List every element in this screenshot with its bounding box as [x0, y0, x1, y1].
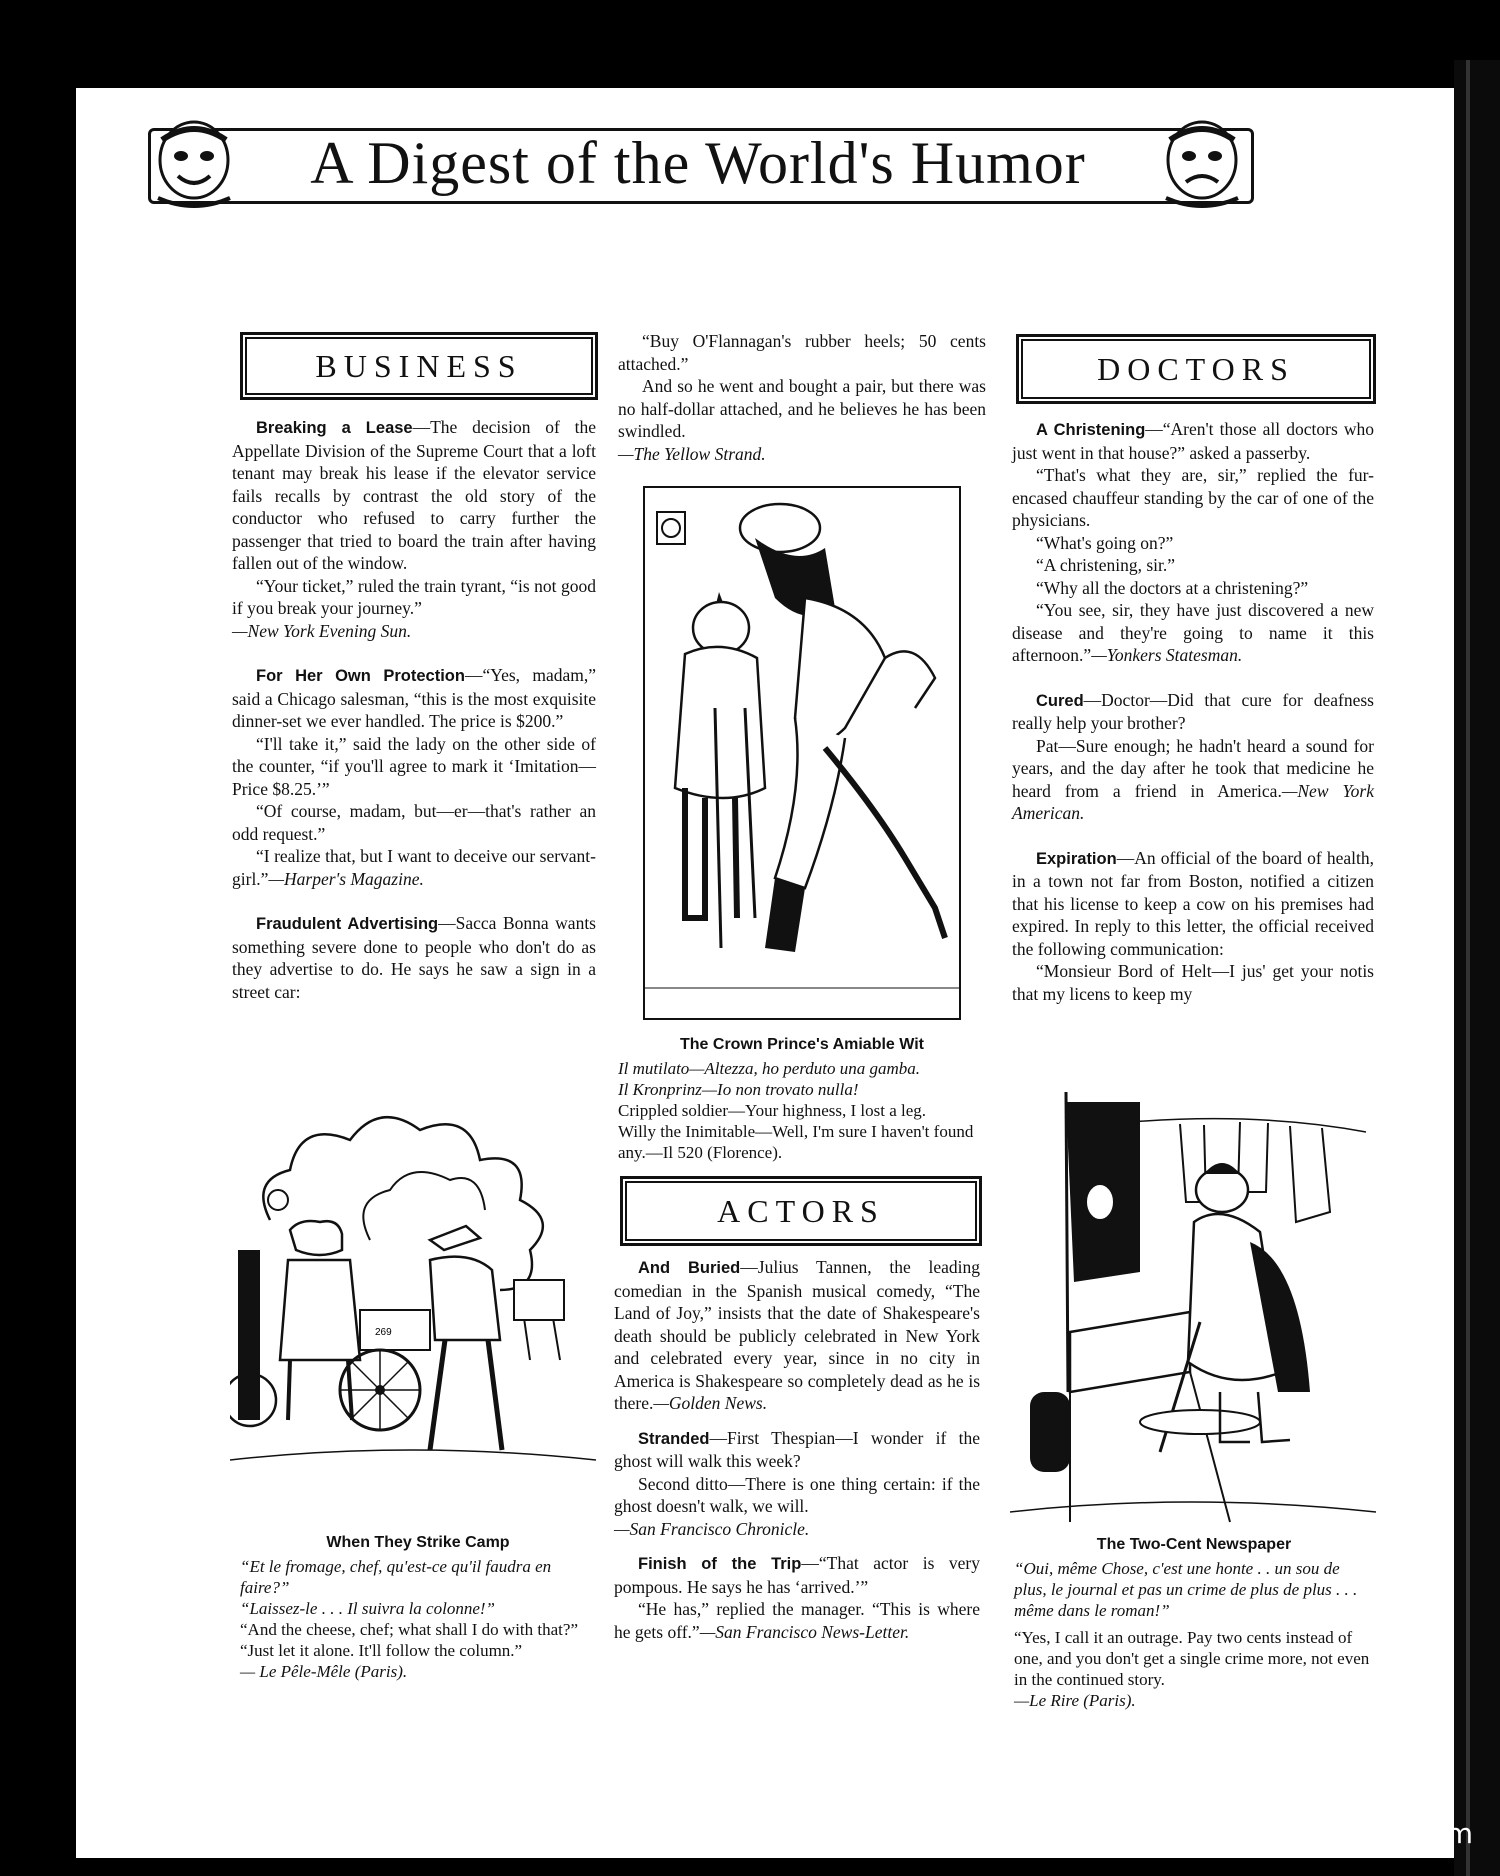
caption-line: “Yes, I call it an outrage. Pay two cents instead of one, and you don't get a single crime more, not even in the continued story.: [1014, 1628, 1370, 1689]
article-headline: Expiration: [1036, 849, 1117, 868]
article-headline: Finish of the Trip: [638, 1555, 802, 1573]
camp-caption: [240, 1532, 596, 1682]
newspaper-illustration: [1010, 1092, 1376, 1528]
article-fraudulent-advertising: Fraudulent Advertising—Sacca Bonna wants something severe done to people who don't do as they advertise to do. He says he saw a sign in a street car:: [232, 913, 596, 1002]
paragraph: “Buy O'Flannagan's rubber heels; 50 cents attached.”: [618, 331, 986, 374]
paragraph: “Your ticket,” ruled the train tyrant, “is not good if you break your journey.”: [232, 575, 596, 618]
caption-line: Crippled soldier—Your highness, I lost a leg.: [618, 1101, 927, 1120]
paragraph: “Of course, madam, but—er—that's rather an odd request.”: [232, 801, 596, 844]
caption-title: The Crown Prince's Amiable Wit: [680, 1036, 924, 1053]
paragraph: Second ditto—There is one thing certain: if the ghost doesn't walk, we will.: [614, 1473, 980, 1516]
article-a-christening: A Christening—“Aren't those all doctors who just went in that house?” asked a passerby.: [1012, 419, 1374, 463]
title-banner: [148, 118, 1248, 210]
paragraph: “That's what they are, sir,” replied the fur-encased chauffeur standing by the car of one of the physicians.: [1012, 465, 1374, 530]
paragraph: “Monsieur Bord of Helt—I jus' get your notis that my licens to keep my: [1012, 961, 1374, 1004]
doctors-column: [1012, 418, 1374, 1005]
paragraph: And so he went and bought a pair, but there was no half-dollar attached, and he believes he has been swindled.: [618, 376, 986, 441]
middle-column-top: [618, 330, 986, 465]
paragraph: “A christening, sir.”: [1036, 555, 1176, 575]
source-credit: — Le Pêle-Mêle (Paris).: [240, 1662, 408, 1681]
caption-line: “And the cheese, chef; what shall I do with that?”: [240, 1620, 578, 1639]
source-credit: —The Yellow Strand.: [618, 443, 766, 464]
source-credit: —Harper's Magazine.: [268, 868, 424, 889]
cart-label: 269: [375, 1327, 392, 1338]
caption-line: “Et le fromage, chef, qu'est-ce qu'il faudra en faire?”: [240, 1557, 552, 1597]
newspaper-caption: [1014, 1534, 1374, 1711]
caption-title: The Two-Cent Newspaper: [1096, 1536, 1292, 1553]
camp-illustration: [230, 1100, 596, 1520]
article-headline: Fraudulent Advertising: [256, 915, 439, 933]
caption-line: Il mutilato—Altezza, ho perduto una gamba.: [618, 1059, 921, 1078]
page-title: A Digest of the World's Humor: [310, 130, 1086, 196]
crown-prince-caption: [618, 1034, 986, 1163]
source-credit: —San Francisco Chronicle.: [614, 1518, 810, 1539]
paragraph: “What's going on?”: [1036, 532, 1174, 553]
source-credit: —New York American.: [1012, 780, 1374, 823]
paragraph: “I'll take it,” said the lady on the other side of the counter, “if you'll agree to mark it ‘Imitation—Price $8.25.’”: [232, 733, 596, 799]
article-finish-of-the-trip: Finish of the Trip—“That actor is very pompous. He says he has ‘arrived.’”: [614, 1553, 981, 1597]
section-heading-business: BUSINESS: [240, 332, 598, 400]
source-credit: —New York Evening Sun.: [232, 620, 412, 641]
article-headline: Stranded: [638, 1429, 710, 1448]
page-gutter-line: [1466, 60, 1470, 1876]
article-and-buried: And Buried—Julius Tannen, the leading comedian in the Spanish musical comedy, “The Land of Joy,” insists that the date of Shakespeare's death should be publicly celebrated in New York and celebrated every year, since in no city in America is Shakespeare so completely dead as he is there.—Golden News.: [614, 1257, 980, 1413]
business-column: [232, 416, 596, 1003]
caption-line: “Oui, même Chose, c'est une honte . . un sou de plus, le journal et pas un crime de plus de plus . . . même dans le roman!”: [1014, 1559, 1358, 1620]
source-credit: —Golden News.: [653, 1393, 768, 1413]
article-headline: A Christening: [1036, 421, 1146, 439]
caption-line: “Laissez-le . . . Il suivra la colonne!”: [240, 1599, 495, 1618]
source-credit: —Yonkers Statesman.: [1091, 645, 1243, 665]
article-headline: Cured: [1036, 691, 1084, 710]
article-breaking-a-lease: Breaking a Lease—The decision of the Appellate Division of the Supreme Court that a loft tenant may break his lease if the elevator service fails recalls by contrast the old story of the conductor who refused to carry further the passenger that tried to board the train after having fallen out of the window.: [232, 417, 597, 573]
crown-prince-illustration: [643, 486, 961, 1020]
article-headline: Breaking a Lease: [256, 419, 413, 437]
article-cured: Cured—Doctor—Did that cure for deafness really help your brother?: [1012, 689, 1374, 733]
caption-line: “Just let it alone. It'll follow the column.”: [240, 1641, 523, 1660]
source-credit: —Le Rire (Paris).: [1014, 1691, 1136, 1710]
article-headline: For Her Own Protection: [256, 667, 465, 685]
paragraph: Pat—Sure enough; he hadn't heard a sound for years, and the day after he took that medicine he heard from a friend in America.—New York American.: [1012, 735, 1374, 823]
section-heading-actors: ACTORS: [620, 1176, 982, 1246]
paragraph: “Why all the doctors at a christening?”: [1036, 577, 1309, 598]
paragraph: “He has,” replied the manager. “This is where he gets off.”—San Francisco News-Letter.: [614, 1599, 980, 1642]
caption-line: Willy the Inimitable—Well, I'm sure I haven't found any.—Il 520 (Florence).: [618, 1122, 974, 1162]
watermark: comicbooks.com: [1225, 1817, 1474, 1850]
paragraph: “You see, sir, they have just discovered a new disease and they're going to name it this afternoon.”—Yonkers Statesman.: [1012, 600, 1374, 665]
actors-column: [614, 1256, 980, 1643]
article-stranded: Stranded—First Thespian—I wonder if the ghost will walk this week?: [614, 1427, 980, 1471]
article-for-her-own-protection: For Her Own Protection—“Yes, madam,” said a Chicago salesman, “this is the most exquisite dinner-set we ever handled. The price is $200.”: [232, 665, 596, 731]
caption-line: Il Kronprinz—Io non trovato nulla!: [618, 1080, 859, 1099]
paragraph: “I realize that, but I want to deceive our servant-girl.”—Harper's Magazine.: [232, 846, 596, 889]
tragedy-mask-icon: [1156, 118, 1248, 210]
article-expiration: Expiration—An official of the board of health, in a town not far from Boston, notified a citizen that his license to keep a cow on his premises had expired. In reply to this letter, the official received the following communication:: [1012, 847, 1374, 959]
caption-title: When They Strike Camp: [326, 1534, 510, 1551]
comedy-mask-icon: [148, 118, 240, 210]
source-credit: —San Francisco News-Letter.: [699, 1621, 910, 1642]
facing-page-edge: [1454, 60, 1500, 1876]
article-headline: And Buried: [638, 1259, 741, 1277]
section-heading-doctors: DOCTORS: [1016, 334, 1376, 404]
